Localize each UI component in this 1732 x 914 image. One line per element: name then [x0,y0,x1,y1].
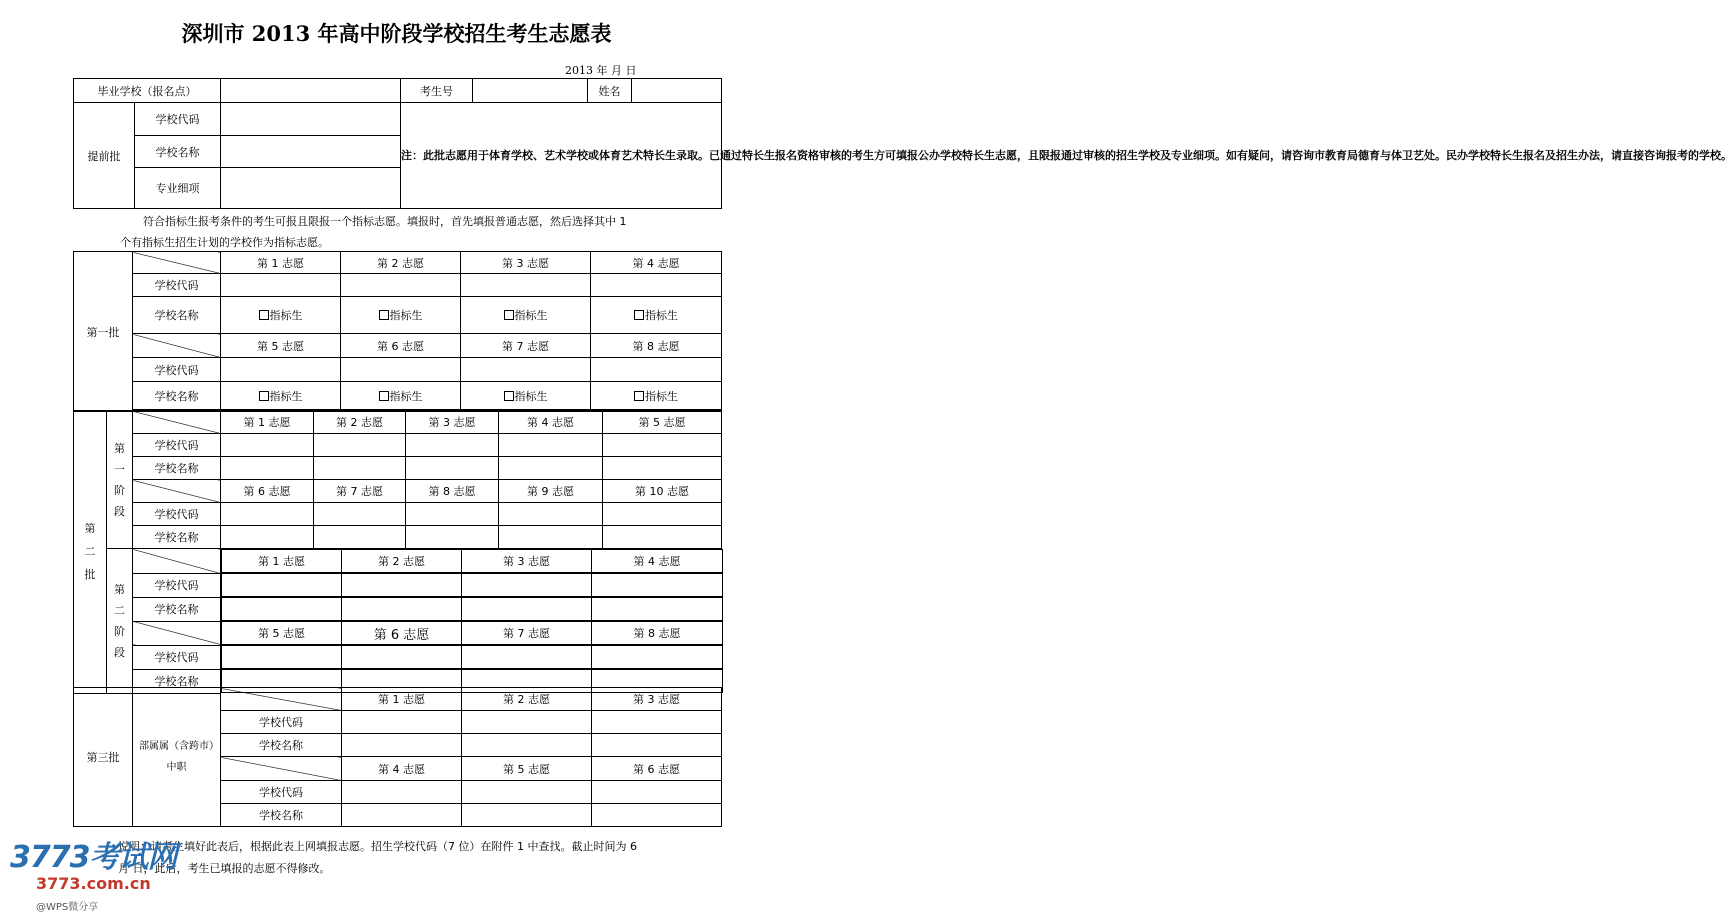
diagonal-cell [133,334,221,358]
early-row-label: 学校名称 [135,136,221,168]
watermark-url: 3773.com.cn [36,874,151,893]
indicator-checkbox[interactable]: 指标生 [221,297,341,334]
code-input[interactable] [462,574,592,597]
name-input[interactable] [592,734,722,757]
choice-header: 第 5 志愿 [221,334,341,358]
student-no-label: 考生号 [401,79,473,103]
name-input[interactable] [499,457,603,480]
early-row-label: 专业细项 [135,168,221,209]
choice-header: 第 3 志愿 [406,411,499,434]
name-input[interactable] [603,526,722,549]
name-input[interactable] [342,734,462,757]
name-input[interactable] [462,734,592,757]
code-input[interactable] [461,274,591,297]
stage2-header-wrap [221,549,722,574]
diagonal-cell [133,621,221,645]
indicator-checkbox[interactable]: 指标生 [461,382,591,410]
code-input[interactable] [591,274,722,297]
code-input[interactable] [342,781,462,804]
batch3-table [73,687,722,827]
checkbox-icon [634,391,644,401]
school-input[interactable] [221,79,401,103]
code-input[interactable] [592,574,723,597]
code-input[interactable] [592,711,722,734]
stage2-row-wrap [221,597,722,621]
choice-header: 第 3 志愿 [461,252,591,274]
diagonal-cell [133,480,221,503]
name-input[interactable] [314,526,406,549]
code-label: 学校代码 [133,645,221,669]
choice-header: 第 4 志愿 [499,411,603,434]
stage2-header-wrap [221,621,722,645]
school-label: 毕业学校（报名点） [74,79,221,103]
diagonal-cell [221,688,342,711]
code-input[interactable] [221,358,341,382]
diagonal-cell [133,411,221,434]
diagonal-cell [133,252,221,274]
batch1-label: 第一批 [74,252,133,412]
code-input[interactable] [314,434,406,457]
choice-header: 第 6 志愿 [341,334,461,358]
checkbox-icon [379,310,389,320]
name-input[interactable] [462,804,592,827]
code-input[interactable] [406,434,499,457]
stage2-row-wrap [221,645,722,669]
indicator-checkbox[interactable]: 指标生 [591,297,722,334]
header-table [73,78,1732,209]
name-input[interactable] [406,457,499,480]
name-input[interactable] [406,526,499,549]
choice-header: 第 1 志愿 [221,252,341,274]
choice-header: 第 5 志愿 [462,757,592,781]
footer-line-1: 说明：请考生填好此表后，根据此表上网填报志愿。招生学校代码（7 位）在附件 1 中查找。截止时间为 6 [118,840,637,853]
name-input[interactable] [342,598,462,621]
name-label: 学校名称 [221,804,342,827]
code-input[interactable] [342,711,462,734]
choice-header: 第 2 志愿 [341,252,461,274]
intro-line-1: 符合指标生报考条件的考生可报且限报一个指标志愿。填报时，首先填报普通志愿，然后选择其中 1 [143,215,627,228]
checkbox-icon [634,310,644,320]
early-major-input[interactable] [221,168,401,209]
indicator-checkbox[interactable]: 指标生 [221,382,341,410]
code-input[interactable] [314,503,406,526]
intro-line-2: 个有指标生招生计划的学校作为指标志愿。 [120,236,329,249]
diagonal-cell [133,549,221,574]
choice-header: 第 8 志愿 [406,480,499,503]
checkbox-icon [504,391,514,401]
name-input[interactable] [342,804,462,827]
code-input[interactable] [461,358,591,382]
name-label: 学校名称 [221,734,342,757]
code-input[interactable] [342,574,462,597]
date-line: 2013 年 月 日 [565,64,637,77]
choice-header: 第 5 志愿 [222,622,342,645]
code-input[interactable] [462,781,592,804]
code-input[interactable] [221,503,314,526]
stage1-label: 第一阶段 [107,411,133,549]
checkbox-icon [259,391,269,401]
code-input[interactable] [462,646,592,669]
watermark-share: @WPS微分享 [36,902,99,913]
code-input[interactable] [499,503,603,526]
code-input[interactable] [499,434,603,457]
early-name-input[interactable] [221,136,401,168]
code-input[interactable] [592,781,722,804]
code-label: 学校代码 [221,781,342,804]
checkbox-icon [379,391,389,401]
choice-header: 第 4 志愿 [592,550,723,573]
name-input[interactable] [462,598,592,621]
code-input[interactable] [462,711,592,734]
batch3-category: 部属属（含跨市）中职 [133,688,221,827]
code-label: 学校代码 [133,274,221,297]
indicator-checkbox[interactable]: 指标生 [341,297,461,334]
batch2-label: 第二批 [74,411,107,694]
choice-header: 第 2 志愿 [462,688,592,711]
batch3-label: 第三批 [74,688,133,827]
choice-header: 第 6 志愿 [592,757,722,781]
choice-header: 第 3 志愿 [462,550,592,573]
choice-header: 第 10 志愿 [603,480,722,503]
code-input[interactable] [591,358,722,382]
diagonal-cell [221,757,342,781]
early-code-input[interactable] [221,103,401,136]
name-input[interactable] [592,598,723,621]
watermark-brand: 3773考试网 [10,840,177,875]
code-input[interactable] [406,503,499,526]
name-label: 学校名称 [133,597,221,621]
choice-header: 第 3 志愿 [592,688,722,711]
choice-header: 第 4 志愿 [591,252,722,274]
name-input[interactable] [632,79,722,103]
stage2-row-wrap [221,573,722,597]
code-input[interactable] [341,274,461,297]
name-label: 学校名称 [133,382,221,410]
footer-line-2: 月 日，此后，考生已填报的志愿不得修改。 [118,862,331,875]
name-input[interactable] [592,804,722,827]
choice-header: 第 9 志愿 [499,480,603,503]
code-input[interactable] [341,358,461,382]
early-row-label: 学校代码 [135,103,221,136]
choice-header: 第 2 志愿 [314,411,406,434]
code-input[interactable] [603,503,722,526]
code-input[interactable] [592,646,723,669]
choice-header: 第 6 志愿 [221,480,314,503]
code-label: 学校代码 [133,573,221,597]
code-label: 学校代码 [221,711,342,734]
batch2-table [73,410,722,694]
code-input[interactable] [222,646,342,669]
code-input[interactable] [222,574,342,597]
choice-header: 第 8 志愿 [591,334,722,358]
code-input[interactable] [221,274,341,297]
choice-header: 第 1 志愿 [221,411,314,434]
name-input[interactable] [221,526,314,549]
name-input[interactable] [221,457,314,480]
early-batch-label: 提前批 [74,103,135,209]
choice-header: 第 7 志愿 [314,480,406,503]
choice-header: 第 8 志愿 [592,622,723,645]
choice-header: 第 2 志愿 [342,550,462,573]
name-input[interactable] [499,526,603,549]
checkbox-icon [259,310,269,320]
name-label: 姓名 [588,79,632,103]
name-input[interactable] [603,457,722,480]
name-label: 学校名称 [133,457,221,480]
name-input[interactable] [222,598,342,621]
name-label: 学校名称 [133,669,221,693]
choice-header: 第 6 志愿 [342,622,462,645]
name-input[interactable] [314,457,406,480]
choice-header: 第 1 志愿 [342,688,462,711]
name-label: 学校名称 [133,297,221,334]
stage2-label: 第二阶段 [107,549,133,694]
code-input[interactable] [603,434,722,457]
indicator-checkbox[interactable]: 指标生 [591,382,722,410]
early-note: 注：此批志愿用于体育学校、艺术学校或体育艺术特长生录取。已通过特长生报名资格审核的考生方可填报公办学校特长生志愿，且限报通过审核的招生学校及专业细项。如有疑问，请咨询市教育局德育与体卫艺处。民办学校特长生报名及招生办法，请直接咨询报考的学校。 [401,103,722,209]
choice-header: 第 1 志愿 [222,550,342,573]
checkbox-icon [504,310,514,320]
code-label: 学校代码 [133,358,221,382]
choice-header: 第 7 志愿 [462,622,592,645]
page-title: 深圳市 2013 年高中阶段学校招生考生志愿表 [181,21,612,46]
choice-header: 第 7 志愿 [461,334,591,358]
name-label: 学校名称 [133,526,221,549]
code-label: 学校代码 [133,434,221,457]
indicator-checkbox[interactable]: 指标生 [341,382,461,410]
choice-header: 第 4 志愿 [342,757,462,781]
batch1-table [73,251,722,412]
code-label: 学校代码 [133,503,221,526]
indicator-checkbox[interactable]: 指标生 [461,297,591,334]
code-input[interactable] [221,434,314,457]
student-no-input[interactable] [473,79,588,103]
choice-header: 第 5 志愿 [603,411,722,434]
code-input[interactable] [342,646,462,669]
